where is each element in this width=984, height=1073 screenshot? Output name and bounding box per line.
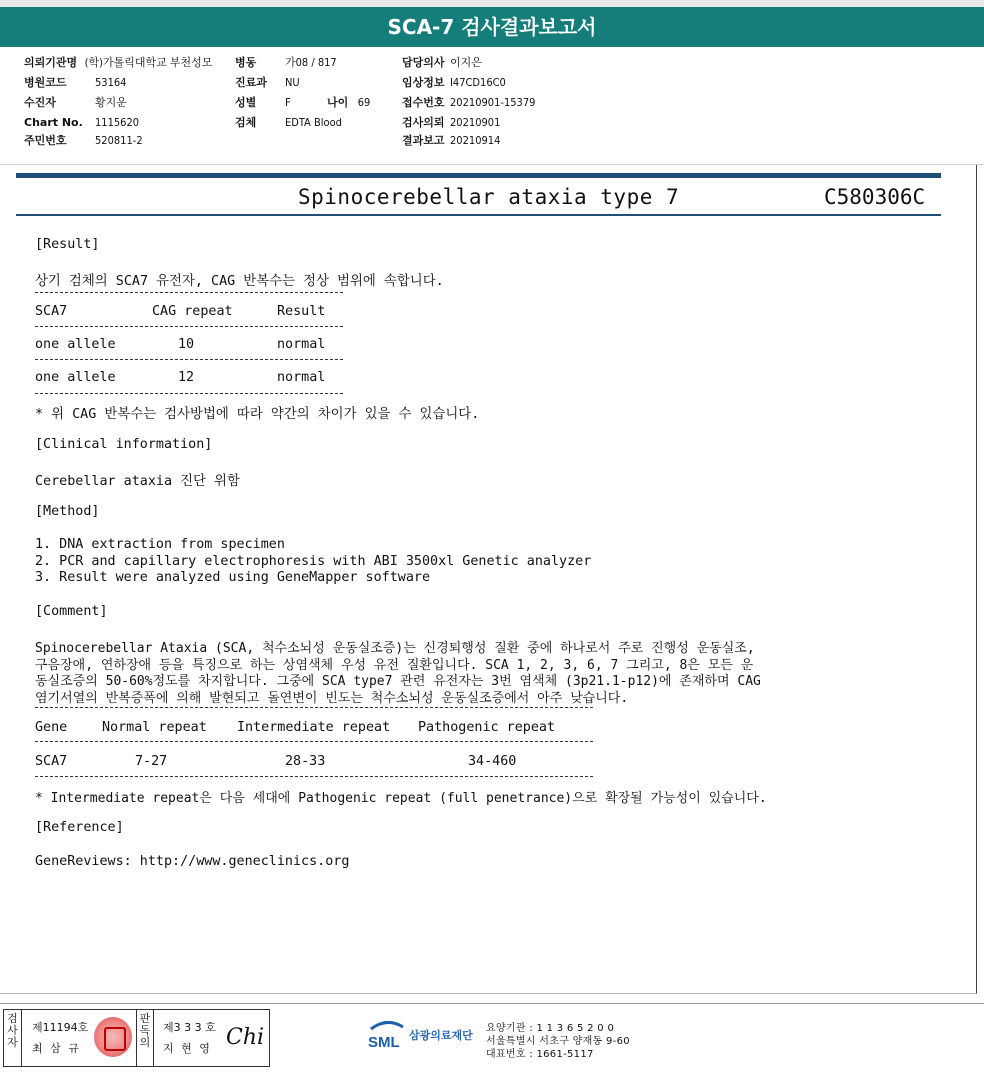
- footer-divider: [0, 1003, 984, 1004]
- header-label: 병동: [235, 56, 257, 69]
- table-cell: 12: [178, 370, 195, 385]
- header-field-report-date: [402, 134, 500, 148]
- reference-heading: [Reference]: [35, 820, 124, 835]
- table-cell: one allele: [35, 370, 116, 385]
- handwritten-signature: Chi: [226, 1025, 265, 1050]
- header-value: 69: [357, 96, 371, 109]
- header-label: Chart No.: [24, 116, 83, 129]
- header-field-sex: [235, 96, 291, 110]
- header-value: F: [285, 96, 291, 109]
- table-cell: normal: [277, 337, 326, 352]
- inspector-label: 검사자: [4, 1010, 22, 1066]
- header-label: 결과보고: [402, 134, 445, 147]
- method-step: 1. DNA extraction from specimen: [35, 537, 285, 552]
- document-title: SCA-7 검사결과보고서: [0, 7, 984, 47]
- method-step: 2. PCR and capillary electrophoresis with ABI 3500xl Genetic analyzer: [35, 554, 592, 569]
- method-step: 3. Result were analyzed using GeneMapper software: [35, 570, 431, 585]
- header-label: 병원코드: [24, 76, 67, 89]
- organization-address: 서울특별시 서초구 양재동 9-60: [486, 1036, 630, 1047]
- comment-note: * Intermediate repeat은 다음 세대에 Pathogenic repeat (full penetrance)으로 확장될 가능성이 있습니다.: [35, 791, 767, 806]
- table-rule: [35, 393, 343, 394]
- header-field-doctor: [402, 56, 482, 70]
- table-rule: [35, 741, 593, 742]
- result-heading: [Result]: [35, 237, 100, 252]
- header-value: (학)가톨릭대학교 부천성모: [84, 56, 213, 69]
- header-field-resident-no: [24, 134, 143, 148]
- table-rule: [35, 776, 593, 777]
- header-label: 진료과: [235, 76, 267, 89]
- table-cell: 28-33: [285, 754, 326, 769]
- header-value: 1115620: [95, 116, 140, 129]
- table-cell: normal: [277, 370, 326, 385]
- header-label: 접수번호: [402, 96, 445, 109]
- header-field-department: [235, 76, 300, 90]
- header-field-age: [327, 96, 370, 110]
- table-cell: SCA7: [35, 754, 68, 769]
- header-field-request-date: [402, 116, 500, 130]
- organization-code: 요양기관 : 1 1 3 6 5 2 0 0: [486, 1023, 615, 1034]
- organization-phone: 대표번호 : 1661-5117: [486, 1049, 594, 1060]
- header-value: 황지운: [95, 96, 127, 109]
- report-top-rule: [16, 173, 941, 178]
- sml-logo-icon: [367, 1017, 407, 1059]
- repeat-col-intermediate: Intermediate repeat: [237, 720, 391, 735]
- header-value: 이지은: [450, 56, 482, 69]
- report-code: C580306C: [824, 185, 926, 209]
- result-col-gene: SCA7: [35, 304, 68, 319]
- header-field-hospital-code: [24, 76, 127, 90]
- clinical-text: Cerebellar ataxia 진단 위함: [35, 474, 240, 489]
- header-field-institution: [24, 56, 212, 70]
- header-field-patient: [24, 96, 127, 110]
- header-value: 20210901: [450, 116, 501, 129]
- clinical-heading: [Clinical information]: [35, 437, 213, 452]
- header-label: 수진자: [24, 96, 56, 109]
- header-label: 검체: [235, 116, 257, 129]
- table-rule: [35, 707, 593, 708]
- window-top-edge: [0, 0, 984, 7]
- table-rule: [35, 359, 343, 360]
- method-heading: [Method]: [35, 504, 100, 519]
- header-value: NU: [285, 76, 300, 89]
- header-field-specimen: [235, 116, 342, 130]
- report-title: Spinocerebellar ataxia type 7: [298, 185, 680, 209]
- comment-line: 동실조증의 50-60%정도를 차지합니다. 그중에 SCA type7 관련 유전자는 3번 염색체 (3p21.1-p12)에 존재하며 CAG: [35, 674, 761, 689]
- header-label: 성별: [235, 96, 257, 109]
- header-value: 520811-2: [95, 134, 143, 147]
- inspector-license: 제11194호: [32, 1021, 89, 1034]
- table-cell: one allele: [35, 337, 116, 352]
- verifier-name: 지 현 영: [163, 1042, 212, 1055]
- header-label: 주민번호: [24, 134, 67, 147]
- header-field-chart-no: [24, 116, 140, 130]
- organization-name: 삼광의료재단: [409, 1029, 473, 1042]
- comment-heading: [Comment]: [35, 604, 108, 619]
- result-summary: 상기 검체의 SCA7 유전자, CAG 반복수는 정상 범위에 속합니다.: [35, 274, 444, 289]
- table-cell: 7-27: [135, 754, 168, 769]
- reference-text: GeneReviews: http://www.geneclinics.org: [35, 854, 350, 869]
- table-rule: [35, 292, 343, 293]
- header-value: 53164: [95, 76, 127, 89]
- header-label: 임상정보: [402, 76, 445, 89]
- table-cell: 34-460: [468, 754, 517, 769]
- result-note: * 위 CAG 반복수는 검사방법에 따라 약간의 차이가 있을 수 있습니다.: [35, 407, 480, 422]
- sml-logo-text: SML: [368, 1034, 400, 1051]
- header-label: 나이: [327, 96, 349, 109]
- header-label: 검사의뢰: [402, 116, 445, 129]
- report-title-rule: [16, 214, 941, 216]
- header-field-clinical-info: [402, 76, 506, 90]
- result-col-cag: CAG repeat: [152, 304, 233, 319]
- comment-line: 구음장애, 연하장애 등을 특징으로 하는 상염색체 우성 유전 질환입니다. SCA 1, 2, 3, 6, 7 그리고, 8은 모든 운: [35, 658, 754, 673]
- header-field-ward: [235, 56, 337, 70]
- result-col-result: Result: [277, 304, 326, 319]
- header-label: 담당의사: [402, 56, 445, 69]
- seal-mark-icon: [104, 1027, 126, 1051]
- header-value: 20210901-15379: [450, 96, 536, 109]
- comment-line: Spinocerebellar Ataxia (SCA, 척수소뇌성 운동실조증)는 신경퇴행성 질환 중에 하나로서 주로 진행성 운동실조,: [35, 641, 755, 656]
- repeat-col-gene: Gene: [35, 720, 68, 735]
- comment-line: 염기서열의 반복증폭에 의해 발현되고 돌연변이 빈도는 척수소뇌성 운동실조증에서 아주 낮습니다.: [35, 691, 629, 706]
- table-rule: [35, 326, 343, 327]
- header-field-accession-no: [402, 96, 535, 110]
- inspector-name: 최 삼 규: [32, 1042, 81, 1055]
- header-value: 20210914: [450, 134, 501, 147]
- header-value: 가08 / 817: [285, 56, 337, 69]
- repeat-col-pathogenic: Pathogenic repeat: [418, 720, 556, 735]
- header-label: 의뢰기관명: [24, 56, 78, 69]
- header-value: I47CD16C0: [450, 76, 506, 89]
- table-cell: 10: [178, 337, 195, 352]
- verifier-label: 판독의: [136, 1010, 154, 1066]
- header-value: EDTA Blood: [285, 116, 342, 129]
- verifier-license: 제3 3 3 호: [163, 1021, 216, 1034]
- repeat-col-normal: Normal repeat: [102, 720, 207, 735]
